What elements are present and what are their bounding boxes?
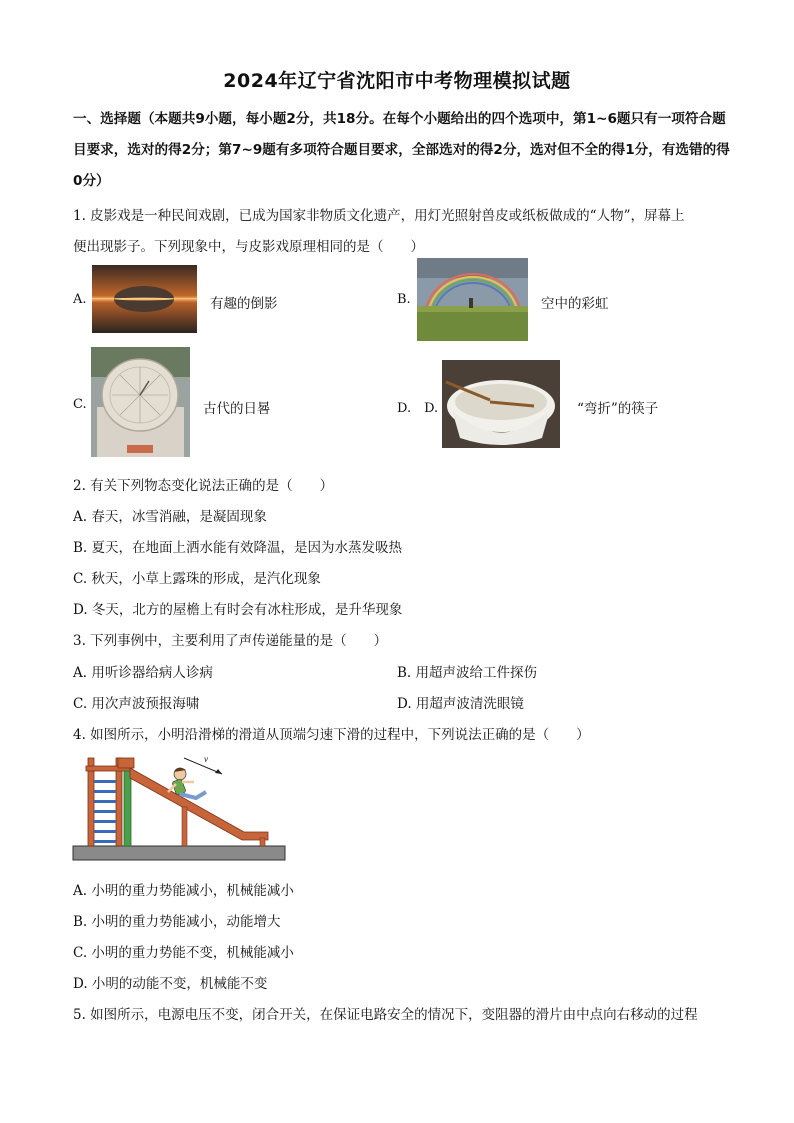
q3-stem: 3. 下列事例中，主要利用了声传递能量的是（ ）	[73, 633, 388, 649]
section-heading: 一、选择题（本题共9小题，每小题2分，共18分。在每个小题给出的四个选项中，第1~6题只有一项符合题目要求，选对的得2分；第7~9题有多项符合题目要求，全部选对的得2分，选对但不全的得1分，有选错的得0分）	[73, 111, 730, 189]
slide-figure	[72, 752, 286, 864]
q3-option-d: D. 用超声波清洗眼镜	[397, 696, 524, 712]
q2-option-b: B. 夏天，在地面上洒水能有效降温，是因为水蒸发吸热	[73, 540, 403, 556]
page-title: 2024年辽宁省沈阳市中考物理模拟试题	[223, 70, 571, 92]
q1-stem-line1: 1. 皮影戏是一种民间戏剧，已成为国家非物质文化遗产，用灯光照射兽皮或纸板做成的“人物”，屏幕上	[73, 208, 685, 224]
sundial-photo	[91, 347, 190, 457]
q1-option-d-label: D. D.	[397, 401, 439, 416]
q2-stem: 2. 有关下列物态变化说法正确的是（ ）	[73, 478, 334, 494]
q1-option-b-label: B.	[397, 292, 411, 307]
q2-option-a: A. 春天，冰雪消融，是凝固现象	[73, 509, 267, 525]
q1-option-a-text: 有趣的倒影	[210, 296, 278, 312]
q1-option-b-text: 空中的彩虹	[541, 296, 609, 312]
q4-option-d: D. 小明的动能不变，机械能不变	[73, 976, 268, 992]
reflection-photo	[92, 265, 197, 333]
q3-option-b: B. 用超声波给工件探伤	[397, 665, 538, 681]
q5-stem: 5. 如图所示，电源电压不变，闭合开关，在保证电路安全的情况下，变阻器的滑片由中点向右移动的过程	[73, 1007, 698, 1023]
q4-option-a: A. 小明的重力势能减小，机械能减小	[73, 883, 294, 899]
q2-option-d: D. 冬天，北方的屋檐上有时会有冰柱形成，是升华现象	[73, 602, 403, 618]
chopsticks-bowl-photo	[442, 360, 560, 448]
q4-stem: 4. 如图所示，小明沿滑梯的滑道从顶端匀速下滑的过程中，下列说法正确的是（ ）	[73, 727, 590, 743]
q1-option-c-label: C.	[73, 397, 87, 412]
velocity-label: v	[204, 754, 208, 764]
q3-option-a: A. 用听诊器给病人诊病	[73, 665, 213, 681]
q3-option-c: C. 用次声波预报海啸	[73, 696, 200, 712]
q2-option-c: C. 秋天，小草上露珠的形成，是汽化现象	[73, 571, 321, 587]
q1-option-d-text: “弯折”的筷子	[577, 401, 659, 417]
rainbow-photo	[417, 258, 528, 341]
q4-option-b: B. 小明的重力势能减小，动能增大	[73, 914, 281, 930]
q1-option-c-text: 古代的日晷	[203, 401, 271, 417]
q4-option-c: C. 小明的重力势能不变，机械能减小	[73, 945, 294, 961]
q1-stem-line2: 便出现影子。下列现象中，与皮影戏原理相同的是（ ）	[73, 239, 424, 255]
q1-option-a-label: A.	[73, 292, 87, 307]
